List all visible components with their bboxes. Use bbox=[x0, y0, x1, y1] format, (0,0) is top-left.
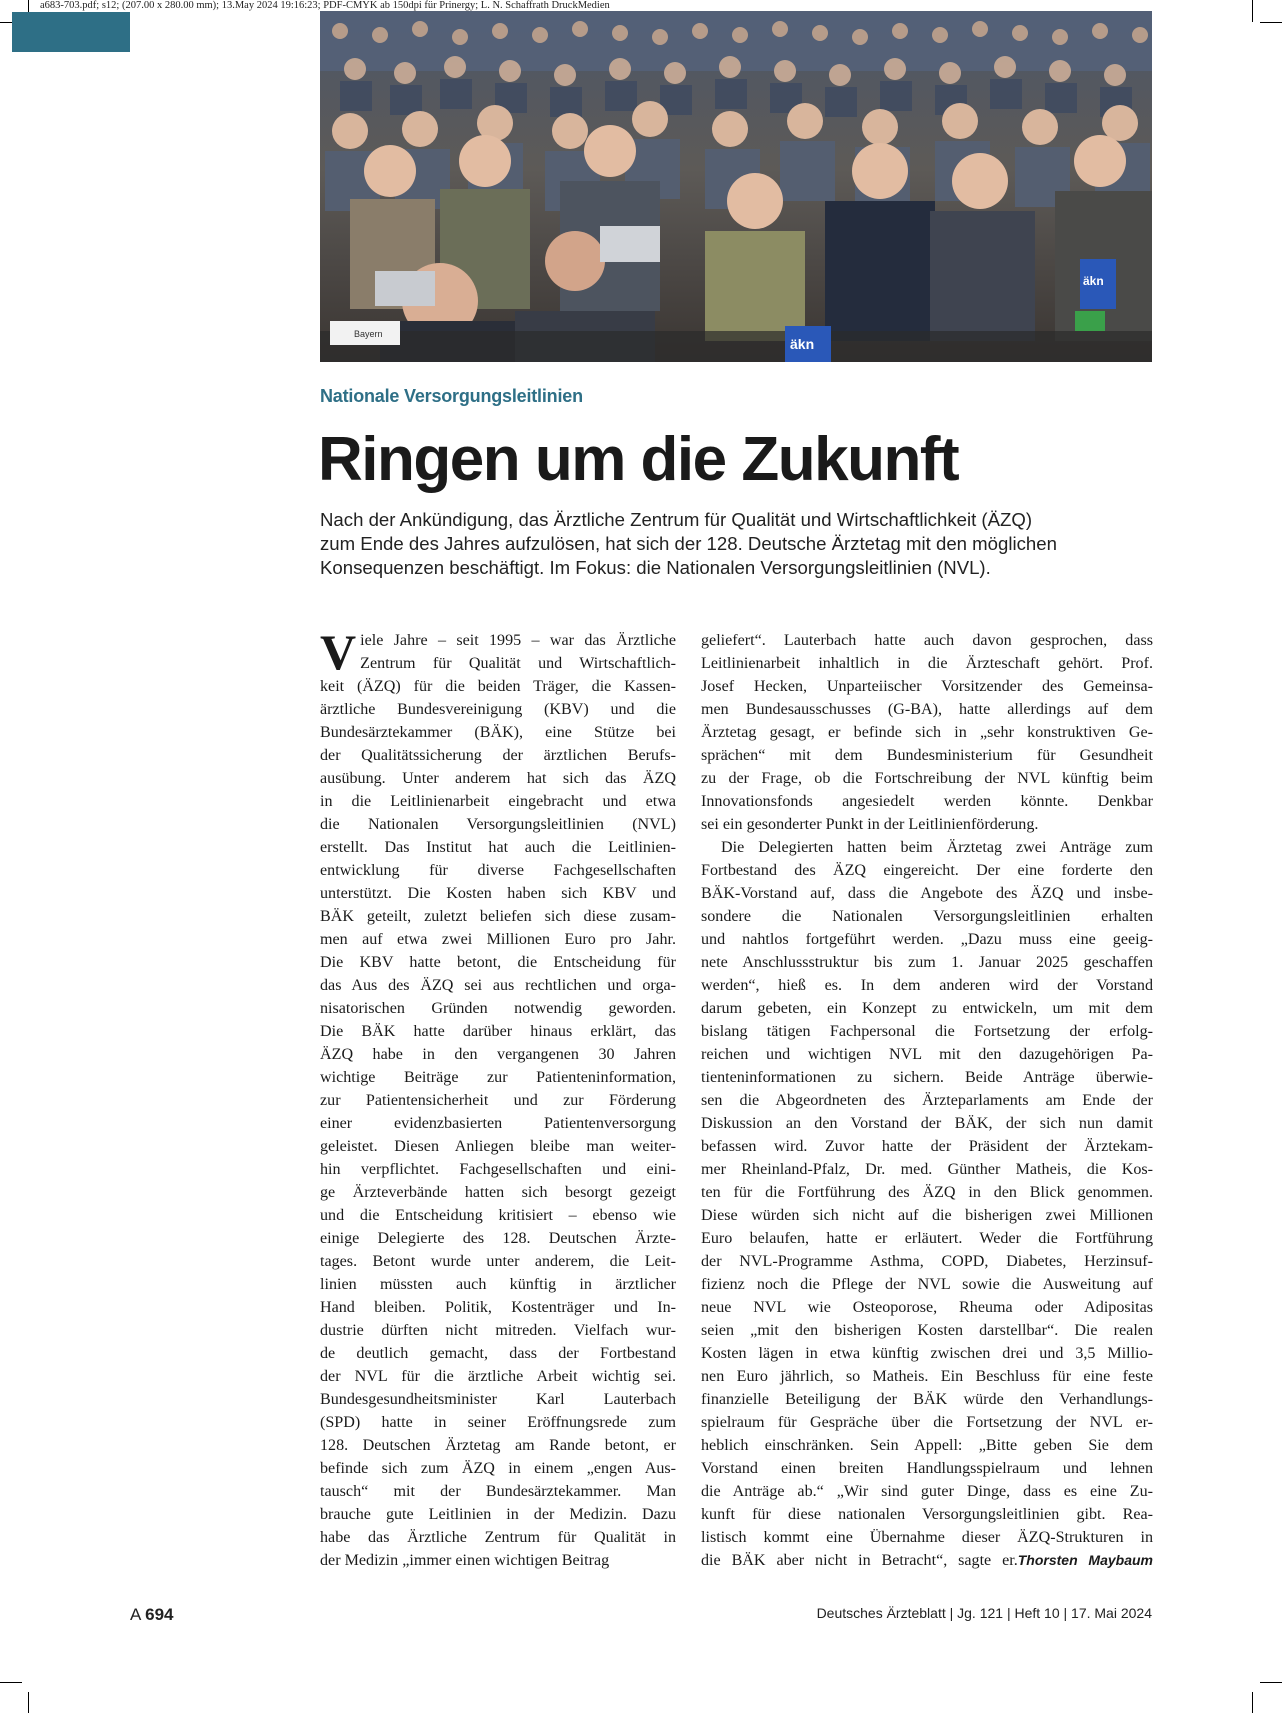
body-line: zu der Frage, ob die Fortschreibung der NVL künftig beim bbox=[701, 770, 1153, 787]
placard-label: äkn bbox=[1083, 274, 1104, 288]
body-line: sei ein gesonderter Punkt in der Leitlinienförderung. bbox=[701, 816, 1039, 833]
body-line: Bundesärztekammer (BÄK), eine Stütze bei bbox=[320, 724, 676, 741]
body-line: Vorstand einen breiten Handlungsspielraum und lehnen bbox=[701, 1460, 1153, 1477]
body-line: darum gebeten, ein Konzept zu entwickeln, um mit dem bbox=[701, 1000, 1153, 1017]
body-line: einer evidenzbasierten Patientenversorgung bbox=[320, 1115, 676, 1132]
body-line: geliefert“. Lauterbach hatte auch davon gesprochen, dass bbox=[701, 632, 1153, 649]
body-line: habe das Ärztliche Zentrum für Qualität in bbox=[320, 1529, 676, 1546]
page-number bbox=[130, 1605, 174, 1625]
crop-mark-bottom-left-h bbox=[0, 1682, 22, 1683]
body-line: linien müssten auch künftig in ärztlicher bbox=[320, 1276, 676, 1293]
body-line: und nahtlos fortgeführt werden. „Dazu muss eine geeig- bbox=[701, 931, 1153, 948]
body-line: und die Entscheidung kritisiert – ebenso wie bbox=[320, 1207, 676, 1224]
lead-line: Nach der Ankündigung, das Ärztliche Zentrum für Qualität und Wirtschaftlichkeit (ÄZQ) bbox=[320, 509, 1033, 530]
body-line: die Anträge ab.“ „Wir sind guter Dinge, dass es eine Zu- bbox=[701, 1483, 1153, 1500]
body-line: BÄK-Vorstand auf, dass die Angebote des ÄZQ und insbe- bbox=[701, 885, 1153, 902]
body-line: der Medizin „immer einen wichtigen Beitrag bbox=[320, 1552, 610, 1569]
body-line: der NVL für die ärztliche Arbeit wichtig sei. bbox=[320, 1368, 676, 1385]
page-number-value: 694 bbox=[145, 1605, 174, 1624]
body-line: fizienz noch die Pflege der NVL sowie die Ausweitung auf bbox=[701, 1276, 1153, 1293]
photo-conference-audience-icon bbox=[320, 11, 1152, 362]
body-line: Euro belaufen, hatte er erläutert. Weder die Fortführung bbox=[701, 1230, 1153, 1247]
body-line: men Bundesausschusses (G-BA), hatte allerdings auf dem bbox=[701, 701, 1153, 718]
article-lead bbox=[320, 508, 1160, 580]
body-line: befinde sich zum ÄZQ in einem „engen Aus- bbox=[320, 1460, 676, 1477]
body-line: Josef Hecken, Unparteiischer Vorsitzender des Gemeinsa- bbox=[701, 678, 1153, 695]
print-slug: a683-703.pdf; s12; (207.00 x 280.00 mm); 13.May 2024 19:16:23; PDF-CMYK ab 150dpi für Prinergy; L. N. Schaffrath DruckMedien bbox=[40, 0, 610, 11]
body-line: Zentrum für Qualität und Wirtschaftlich- bbox=[360, 655, 676, 672]
body-line: zur Patientensicherheit und zur Förderung bbox=[320, 1092, 676, 1109]
body-line: finanzielle Beteiligung der BÄK würde den Verhandlungs- bbox=[701, 1391, 1153, 1408]
body-line: Leitlinienarbeit inhaltlich in die Ärzteschaft gehört. Prof. bbox=[701, 655, 1153, 672]
section-color-tab bbox=[12, 12, 130, 52]
body-line: reichen und wichtigen NVL mit den dazugehörigen Pa- bbox=[701, 1046, 1153, 1063]
body-line: 128. Deutschen Ärztetag am Rande betont, er bbox=[320, 1437, 676, 1454]
body-line: nete Anschlussstruktur bis zum 1. Januar 2025 geschaffen bbox=[701, 954, 1153, 971]
body-line: neue NVL wie Osteoporose, Rheuma oder Adipositas bbox=[701, 1299, 1153, 1316]
body-line: sondere die Nationalen Versorgungsleitlinien erhalten bbox=[701, 908, 1153, 925]
body-line: BÄK geteilt, zuletzt beliefen sich diese zusam- bbox=[320, 908, 676, 925]
placard-label: äkn bbox=[790, 336, 815, 352]
body-line: seien „mit den bisherigen Kosten darstellbar“. Die realen bbox=[701, 1322, 1153, 1339]
body-line: Hand bleiben. Politik, Kostenträger und In- bbox=[320, 1299, 676, 1316]
article-kicker: Nationale Versorgungsleitlinien bbox=[320, 386, 583, 406]
body-line: iele Jahre – seit 1995 – war das Ärztliche bbox=[360, 632, 676, 649]
body-line: ausübung. Unter anderem hat sich das ÄZQ bbox=[320, 770, 676, 787]
body-line: tages. Betont wurde unter anderem, die Leit- bbox=[320, 1253, 676, 1270]
body-line: dustrie dürften nicht mitreden. Vielfach wur- bbox=[320, 1322, 676, 1339]
body-line: listisch kommt eine Übernahme dieser ÄZQ-Strukturen in bbox=[701, 1529, 1153, 1546]
body-line: wichtige Beiträge zur Patienteninformation, bbox=[320, 1069, 676, 1086]
body-line: (SPD) hatte in seiner Eröffnungsrede zum bbox=[320, 1414, 676, 1431]
article-column-left bbox=[320, 624, 676, 1572]
body-line: nisatorischen Gründen notwendig geworden. bbox=[320, 1000, 676, 1017]
body-line: Die BÄK hatte darüber hinaus erklärt, das bbox=[320, 1023, 676, 1040]
body-line: mer Rheinland-Pfalz, Dr. med. Günther Matheis, die Kos- bbox=[701, 1161, 1153, 1178]
page-prefix: A bbox=[130, 1605, 141, 1624]
body-line: Innovationsfonds angesiedelt werden könnte. Denkbar bbox=[701, 793, 1153, 810]
body-line: Kosten lägen in etwa künftig zwischen drei und 3,5 Millio- bbox=[701, 1345, 1153, 1362]
article-headline: Ringen um die Zukunft bbox=[318, 425, 959, 494]
body-line: Diskussion an den Vorstand der BÄK, der sich nun damit bbox=[701, 1115, 1153, 1132]
body-line bbox=[701, 1549, 1153, 1572]
body-line: Die KBV hatte betont, die Entscheidung für bbox=[320, 954, 676, 971]
body-line: ärztliche Bundesvereinigung (KBV) und die bbox=[320, 701, 676, 718]
body-line: tienteninformationen zu sichern. Beide Anträge überwie- bbox=[701, 1069, 1153, 1086]
crop-mark-bottom-left-v bbox=[28, 1692, 29, 1713]
body-line: geleistet. Diesen Anliegen bleibe man weiter- bbox=[320, 1138, 676, 1155]
body-line: ten für die Fortführung des ÄZQ in den Blick genommen. bbox=[701, 1184, 1153, 1201]
lead-line: zum Ende des Jahres aufzulösen, hat sich der 128. Deutsche Ärztetag mit den möglichen bbox=[320, 533, 1057, 554]
body-line: unterstützt. Die Kosten haben sich KBV und bbox=[320, 885, 676, 902]
body-line: nen Euro jährlich, so Matheis. Ein Beschluss für eine feste bbox=[701, 1368, 1153, 1385]
body-line: in die Leitlinienarbeit eingebracht und etwa bbox=[320, 793, 676, 810]
placard-label: Bayern bbox=[354, 329, 383, 339]
body-line: Fortbestand des ÄZQ eingereicht. Der eine forderte den bbox=[701, 862, 1153, 879]
body-line: sprächen“ mit dem Bundesministerium für Gesundheit bbox=[701, 747, 1153, 764]
body-line: Ärztetag gesagt, er befinde sich in „sehr konstruktiven Ge- bbox=[701, 724, 1153, 741]
body-line: tausch“ mit der Bundesärztekammer. Man bbox=[320, 1483, 676, 1500]
author-byline: Thorsten Maybaum bbox=[1017, 1552, 1153, 1568]
publication-info: Deutsches Ärzteblatt | Jg. 121 | Heft 10 | 17. Mai 2024 bbox=[816, 1605, 1152, 1621]
body-line: men auf etwa zwei Millionen Euro pro Jahr. bbox=[320, 931, 676, 948]
body-line: die Nationalen Versorgungsleitlinien (NVL) bbox=[320, 816, 676, 833]
body-line: erstellt. Das Institut hat auch die Leitlinien- bbox=[320, 839, 676, 856]
body-line: entwicklung für diverse Fachgesellschaften bbox=[320, 862, 676, 879]
body-line: sen die Abgeordneten des Ärzteparlaments am Ende der bbox=[701, 1092, 1153, 1109]
body-line: ge Ärzteverbände hatten sich besorgt gezeigt bbox=[320, 1184, 676, 1201]
body-line: werden“, hieß es. In dem anderen wird der Vorstand bbox=[701, 977, 1153, 994]
article-column-right bbox=[701, 629, 1153, 1572]
body-line: der NVL-Programme Asthma, COPD, Diabetes, Herzinsuf- bbox=[701, 1253, 1153, 1270]
lead-line: Konsequenzen beschäftigt. Im Fokus: die Nationalen Versorgungsleitlinien (NVL). bbox=[320, 557, 991, 578]
body-line: der Qualitätssicherung der ärztlichen Berufs- bbox=[320, 747, 676, 764]
body-line: brauche gute Leitlinien in der Medizin. Dazu bbox=[320, 1506, 676, 1523]
body-line: bislang tätigen Fachpersonal die Fortsetzung der erfolg- bbox=[701, 1023, 1153, 1040]
crop-mark-top-right-h bbox=[1260, 22, 1282, 23]
crop-mark-bottom-right-v bbox=[1252, 1692, 1253, 1713]
dropcap: V bbox=[320, 624, 357, 680]
body-line: hin verpflichtet. Fachgesellschaften und eini- bbox=[320, 1161, 676, 1178]
body-line: Die Delegierten hatten beim Ärztetag zwei Anträge zum bbox=[721, 839, 1153, 856]
crop-mark-top-right-v bbox=[1252, 0, 1253, 22]
body-line: Bundesgesundheitsminister Karl Lauterbach bbox=[320, 1391, 676, 1408]
crop-mark-bottom-right-h bbox=[1260, 1682, 1282, 1683]
body-line: de deutlich gemacht, dass der Fortbestand bbox=[320, 1345, 676, 1362]
body-line-text: die BÄK aber nicht in Betracht“, sagte er. bbox=[701, 1552, 1018, 1569]
body-line: einige Delegierte des 128. Deutschen Ärzte- bbox=[320, 1230, 676, 1247]
body-line: spielraum für Gespräche über die Fortsetzung der NVL er- bbox=[701, 1414, 1153, 1431]
body-line: kunft für diese nationalen Versorgungsleitlinien gibt. Rea- bbox=[701, 1506, 1153, 1523]
body-line: das Aus des ÄZQ sei aus rechtlichen und orga- bbox=[320, 977, 676, 994]
body-line: befassen wird. Zuvor hatte der Präsident der Ärztekam- bbox=[701, 1138, 1153, 1155]
body-line: ÄZQ habe in den vergangenen 30 Jahren bbox=[320, 1046, 676, 1063]
body-line: Diese würden sich nicht auf die bisherigen zwei Millionen bbox=[701, 1207, 1153, 1224]
body-line: keit (ÄZQ) für die beiden Träger, die Kassen- bbox=[320, 678, 676, 695]
article-photo bbox=[320, 11, 1152, 362]
body-line: heblich einschränken. Sein Appell: „Bitte geben Sie dem bbox=[701, 1437, 1153, 1454]
